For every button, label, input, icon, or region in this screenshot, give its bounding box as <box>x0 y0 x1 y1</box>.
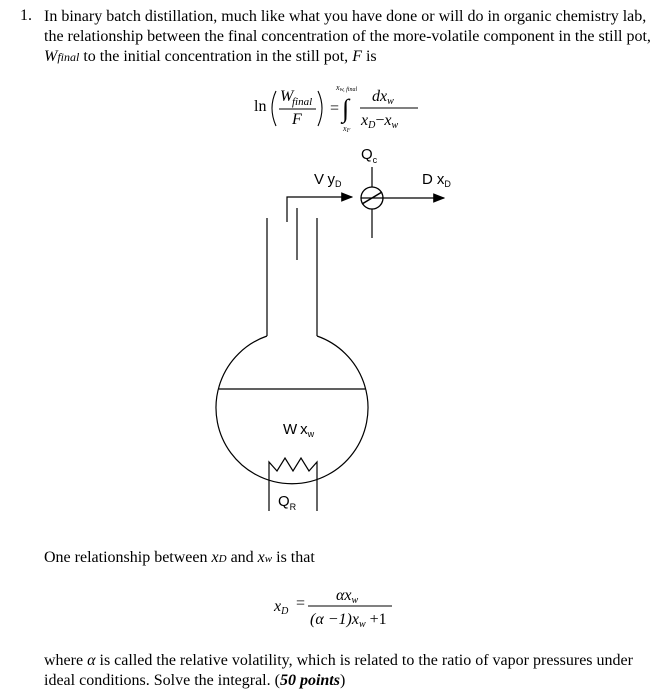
paren-right <box>318 91 322 126</box>
reboiler-q-label: $Q_R$ <box>278 493 297 512</box>
vapor-label: V $y_D$ <box>314 171 342 189</box>
integral-sign: ∫ <box>342 94 350 123</box>
points-label: 50 points <box>279 672 340 689</box>
xw-var: x <box>257 549 265 566</box>
paren-left <box>272 91 276 126</box>
flask-bulb <box>216 336 368 484</box>
equation-2 <box>268 584 408 634</box>
w-final-sub: final <box>57 50 80 64</box>
question-line-1: In binary batch distillation, much like what you have done or will do in organic chemistry lab, <box>44 8 647 25</box>
xd-var: x <box>211 549 219 566</box>
upper-limit: xw, final <box>336 83 358 93</box>
closing-line-1 <box>44 651 654 671</box>
closing-where: where <box>44 652 88 669</box>
closing-end: ) <box>339 672 346 689</box>
frac-W: W <box>280 88 294 105</box>
distillate-label: D $x_D$ <box>422 171 451 189</box>
relationship-intro: One relationship between <box>44 549 212 566</box>
xw-sub: w <box>264 553 273 565</box>
condenser-q-label: $Q_c$ <box>361 146 378 165</box>
closing-rest-1: is called the relative volatility, which is related to the ratio of vapor pressures under <box>95 652 633 669</box>
frac-final: final <box>292 96 313 108</box>
integrand-denominator: xD−xw <box>361 112 399 131</box>
eq2-numerator: αxw <box>336 587 359 606</box>
eq2-denominator: (α −1)xw +1 <box>310 611 387 630</box>
equation-1 <box>240 82 440 140</box>
distillation-diagram <box>0 140 667 530</box>
question-line-3 <box>44 47 654 67</box>
line3-rest: to the initial concentration in the still pot, <box>79 48 353 65</box>
relationship-is-that: is that <box>272 549 315 566</box>
alpha-symbol: α <box>87 652 96 669</box>
eq2-lhs: xD <box>274 598 289 617</box>
f-var: F <box>352 48 362 65</box>
closing-line-2 <box>44 671 654 691</box>
integrand-numerator: dxw <box>372 88 394 107</box>
closing-rest-2: ideal conditions. Solve the integral. ( <box>44 672 280 689</box>
pot-label: W $x_w$ <box>283 421 315 439</box>
xd-sub: D <box>218 553 227 565</box>
eq2-equals: = <box>296 595 306 612</box>
relationship-sentence <box>44 548 654 569</box>
question-line-2: the relationship between the final concentration of the more-volatile component in the still pot, <box>44 28 651 45</box>
ln-text: ln <box>254 98 267 115</box>
question-number: 1. <box>20 7 32 24</box>
w-final-var: W <box>44 48 58 65</box>
line3-is: is <box>361 48 377 65</box>
relationship-and: and <box>226 549 258 566</box>
lower-limit: xF <box>343 124 351 134</box>
frac-F: F <box>292 111 302 128</box>
equals-1: = <box>330 100 340 117</box>
